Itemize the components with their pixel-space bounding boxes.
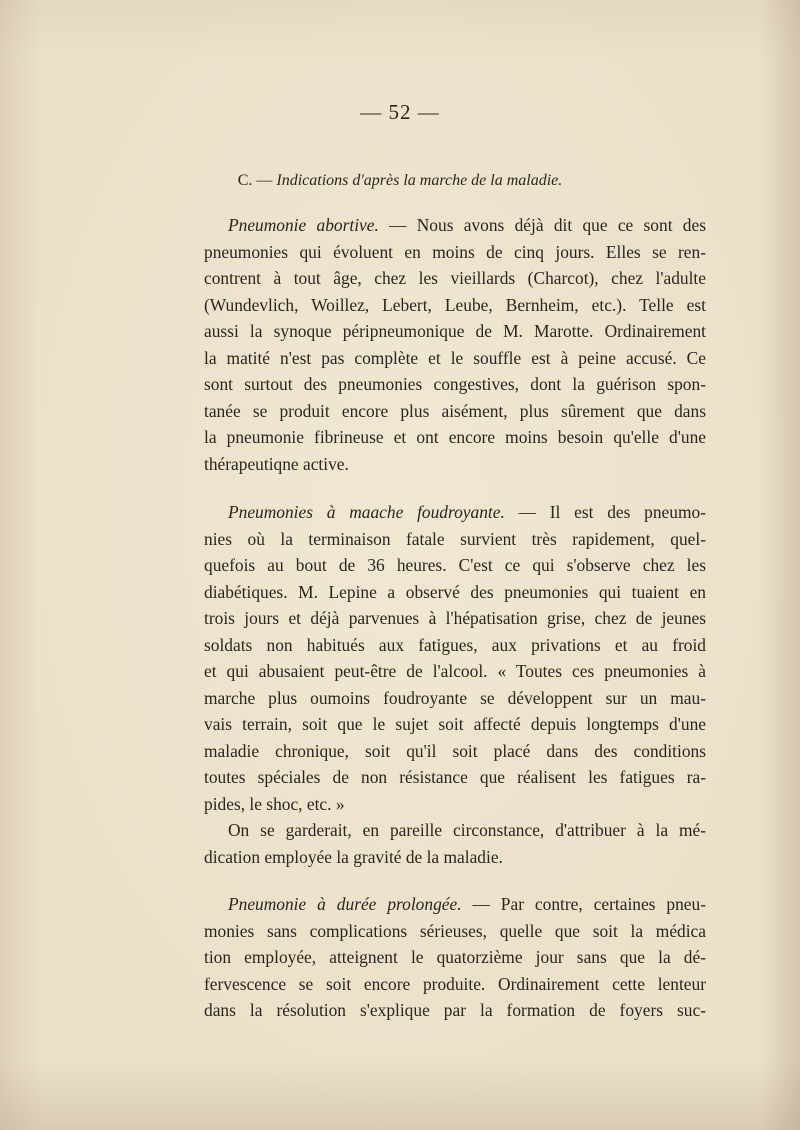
paragraph-line: contrent à tout âge, chez les vieillards (Charcot), chez l'adulte [204, 268, 706, 288]
paragraph-line: tion employée, atteignent le quatorzième jour sans que la dé- [204, 947, 706, 967]
paragraph-line: dication employée la gravité de la maladie. [204, 846, 503, 867]
paragraph-line: la pneumonie fibrineuse et ont encore moins besoin qu'elle d'une [204, 427, 706, 447]
section-heading-label: C. — [237, 172, 277, 189]
paragraph-duree-prolongee [204, 891, 706, 1024]
paragraph-line: Pneumonie à durée prolongée. — Par contre, certaines pneu- [228, 894, 706, 914]
paragraph-line: et qui abusaient peut-être de l'alcool. « Toutes ces pneumonies à [204, 661, 706, 681]
paragraph-title: Pneumonies à maache foudroyante. [228, 502, 505, 522]
page-number: — 52 — [360, 100, 440, 124]
paragraph-line: marche plus oumoins foudroyante se développent sur un mau- [204, 687, 706, 708]
paragraph-line: monies sans complications sérieuses, quelle que soit la médica [204, 920, 706, 941]
paragraph-title: Pneumonie abortive. [228, 215, 379, 235]
paragraph-line: On se garderait, en pareille circonstance, d'attribuer à la mé- [228, 820, 706, 840]
paragraph-line: quefois au bout de 36 heures. C'est ce qui s'observe chez les [204, 555, 706, 575]
paragraph-line: diabétiques. M. Lepine a observé des pneumonies qui tuaient en [204, 581, 706, 602]
paragraph-title: Pneumonie à durée prolongée. [228, 894, 462, 914]
paragraph-line: dans la résolution s'explique par la formation de foyers suc- [204, 1000, 706, 1020]
paragraph-line: thérapeutiqne active. [204, 453, 349, 474]
paragraph-line: aussi la synoque péripneumonique de M. Marotte. Ordinairement [204, 321, 706, 341]
paragraph-line: trois jours et déjà parvenues à l'hépatisation grise, chez de jeunes [204, 608, 706, 628]
body-text [204, 212, 706, 1024]
section-heading [0, 172, 800, 190]
paragraph-line: Pneumonies à maache foudroyante. — Il est des pneumo- [228, 502, 706, 522]
paragraph-line: pneumonies qui évoluent en moins de cinq jours. Elles se ren- [204, 241, 706, 262]
paragraph-line: toutes spéciales de non résistance que réalisent les fatigues ra- [204, 767, 706, 787]
paragraph-pneumonie-abortive [204, 212, 706, 477]
paragraph-line: sont surtout des pneumonies congestives, dont la guérison spon- [204, 374, 706, 394]
paragraph-line: pides, le shoc, etc. » [204, 793, 345, 814]
paragraph-line: maladie chronique, soit qu'il soit placé dans des conditions [204, 740, 706, 761]
paragraph-line: Pneumonie abortive. — Nous avons déjà dit que ce sont des [228, 215, 706, 235]
paragraph-line: fervescence se soit encore produite. Ordinairement cette lenteur [204, 973, 706, 994]
paragraph-line: (Wundevlich, Woillez, Lebert, Leube, Bernheim, etc.). Telle est [204, 294, 706, 315]
paragraph-pneumonies-foudroyante [204, 499, 706, 817]
section-heading-title: Indications d'après la marche de la maladie. [276, 172, 563, 189]
paragraph-line: nies où la terminaison fatale survient très rapidement, quel- [204, 528, 706, 549]
paragraph-line: tanée se produit encore plus aisément, plus sûrement que dans [204, 400, 706, 421]
paragraph-line: vais terrain, soit que le sujet soit affecté depuis longtemps d'une [204, 714, 706, 734]
paragraph-line: la matité n'est pas complète et le souffle est à peine accusé. Ce [204, 347, 706, 368]
paragraph-on-se-garderait [204, 817, 706, 870]
paragraph-line: soldats non habitués aux fatigues, aux privations et au froid [204, 634, 706, 655]
